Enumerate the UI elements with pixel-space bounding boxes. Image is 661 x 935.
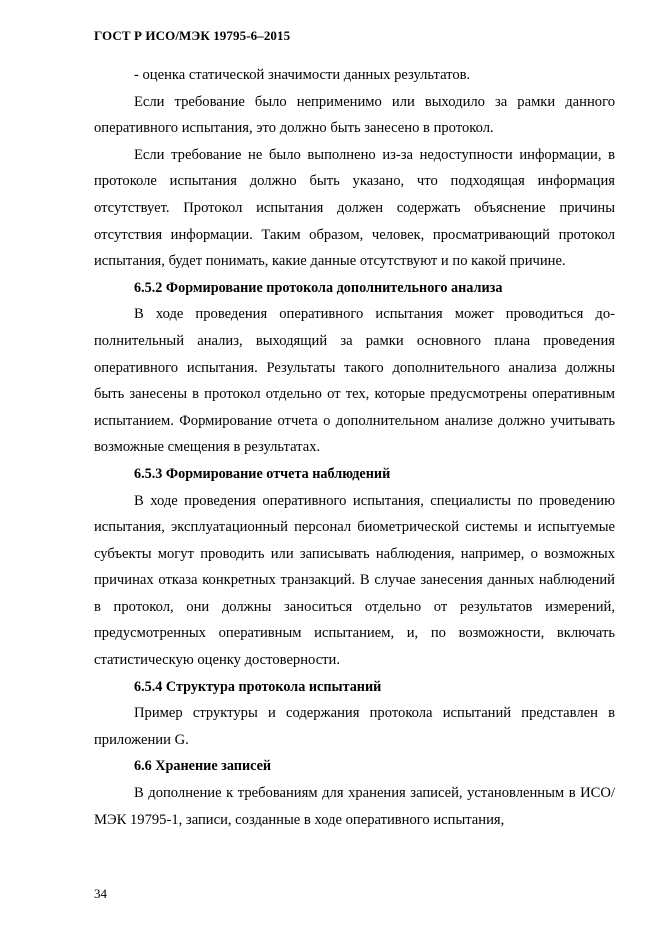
page-number: 34 [94, 886, 107, 901]
paragraph-information-unavailable: Если требование не было выполнено из-за недоступности информации, в протоколе испытания должно быть указано, что подходящая информация отсутствует. Протокол испытания должен содержать объяснение причины отсутствия информации. Таким образом, человек, просматривающий протокол испытания, будет понимать, какие данные отсутствуют и по какой причине. [94, 146, 615, 270]
paragraph-statistical-significance: - оценка статической значимости данных результатов. [134, 67, 471, 83]
document-header: ГОСТ Р ИСО/МЭК 19795-6–2015 [94, 28, 291, 43]
paragraph-requirement-not-applicable: Если требование было неприменимо или выходило за рамки данного оперативного испытания, это должно быть занесено в протокол. [94, 93, 615, 137]
section-heading-6-5-3: 6.5.3 Формирование отчета наблюдений [134, 465, 391, 482]
paragraph-report-structure: Пример структуры и содержания протокола испытаний представлен в приложении G. [94, 705, 615, 748]
section-heading-6-5-4: 6.5.4 Структура протокола испытаний [134, 678, 382, 695]
section-heading-6-6: 6.6 Хранение записей [134, 758, 272, 775]
document-body [94, 62, 615, 833]
paragraph-additional-analysis: В ходе проведения оперативного испытания может проводиться дополнительный анализ, выходящий за рамки основного плана проведения оперативного испытания. Результаты такого дополнительного анализа должны быть занесены в протокол отдельно от тех, которые предусмотрены оперативным испытанием. Формирование отчета о дополнительном анализе должно учитывать возможные смещения в результатах. [94, 306, 615, 456]
section-heading-6-5-2: 6.5.2 Формирование протокола дополнительного анализа [134, 279, 503, 296]
paragraph-observations: В ходе проведения оперативного испытания, специалисты по проведению испытания, эксплуатационный персонал биометрической системы и испытуемые субъекты могут проводить или записывать наблюдения, например, о возможных причинах отказа конкретных транзакций. В случае занесения данных наблюдений в протокол, они должны заноситься отдельно от результатов измерений, предусмотренных оперативным испытанием, и, по возможности, включать статистическую оценку достоверности. [94, 492, 615, 669]
paragraph-records-storage: В дополнение к требованиям для хранения записей, установленным в ИСО/МЭК 19795-1, записи, созданные в ходе оперативного испытания, [94, 785, 615, 828]
